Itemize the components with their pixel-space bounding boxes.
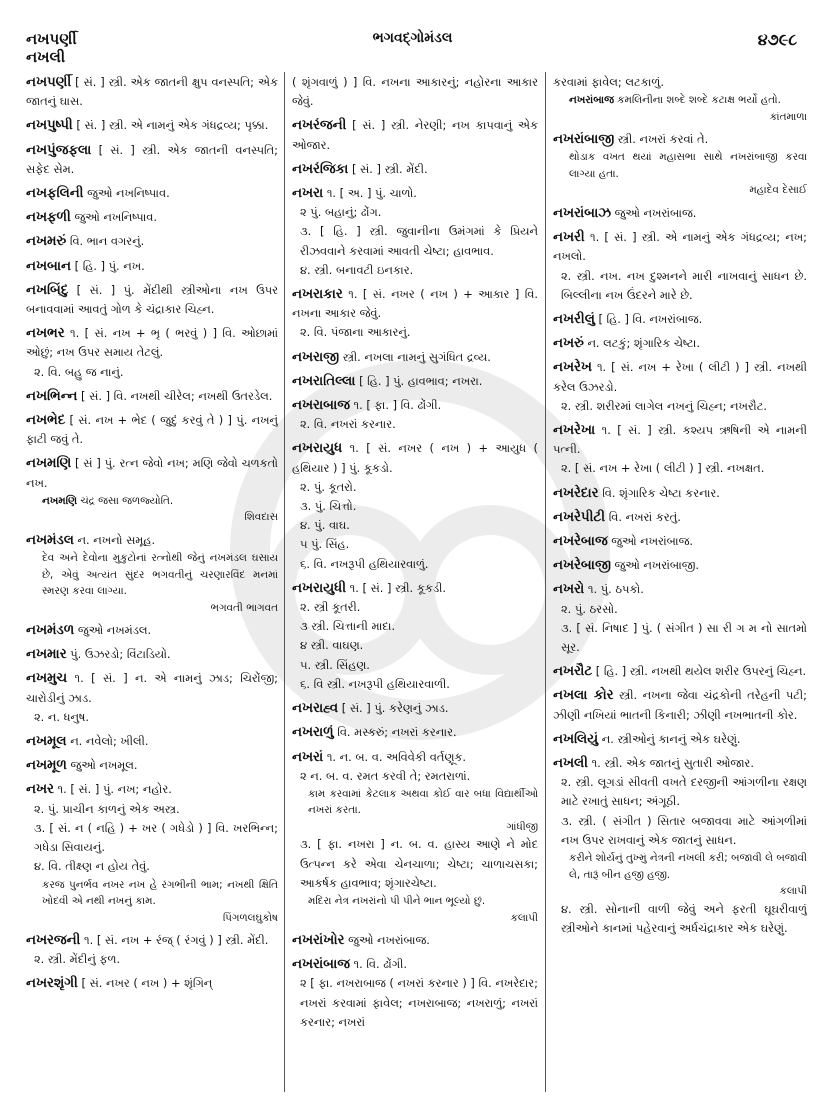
dictionary-entry [292, 160, 538, 179]
definition-text: [ સં. ] સ્ત્રી. એક જાતની વનસ્પતિ; સફેદ સેમ. [26, 142, 278, 176]
entry-definition [26, 208, 278, 227]
headword: નખમૂળ [26, 758, 67, 774]
quote-source: ભગવતી ભાગવત [210, 601, 278, 614]
definition-text: [ સં. નખ + ભેદ ( જુદું કરવું તે ) ] પું. નખનું ફાટી જવું તે. [26, 413, 278, 447]
definition-text: [ સં. નખર ( નખ ) + શૃંગિન્ [81, 976, 213, 991]
sense: ૪. પું. વાઘ. [300, 518, 350, 533]
dictionary-entry [26, 931, 278, 969]
dictionary-entry [26, 780, 278, 926]
definition-text: જુઓ નખરાંબાજ. [611, 533, 693, 548]
dictionary-entry [26, 208, 278, 227]
definition-text: [ હિ. ] પું. હાવભાવ; નખરા. [359, 373, 483, 388]
dictionary-entry [26, 73, 278, 111]
headword: નખપુષ્પી [26, 118, 73, 134]
entry-definition [26, 184, 278, 203]
headword: નખરાતિલ્લા [292, 373, 356, 389]
dictionary-entry [553, 754, 807, 938]
entry-definition [292, 955, 538, 974]
sense: ૩. સ્ત્રી. ( સંગીત ) સિતાર બજાવવા માટે આંગળીમાં નખ ઉપર રાખવાનું એક જાતનું સાધન. [561, 813, 807, 847]
definition-text: વિ. નખરાં કરતું. [608, 509, 681, 524]
definition-text: સ્ત્રી. નખના જેવા ચંદ્રકોની તરેહની પટી; ઝીણી નખિયાં ભાતની કિનારી; ઝીણી નખભાતની કોર. [553, 688, 807, 722]
quotation [292, 893, 538, 926]
definition-text: [ હિ. ] સ્ત્રી. નખથી થયેલ શરીર ઉપરનું ચિહ્ન. [595, 664, 807, 679]
entry-definition [553, 730, 807, 749]
sense: ૨. વિ. નખરાં કરનાર. [300, 417, 396, 432]
definition-text: જુઓ નખનિષ્પાવ. [74, 210, 158, 225]
dictionary-entry [26, 669, 278, 727]
entry-definition [553, 532, 807, 551]
dictionary-entry [292, 699, 538, 718]
definition-text: જુઓ નખમૂલ. [70, 758, 138, 773]
quote-text: કરીને શોર્યનું તુખ્મું નેત્રની નખલી કરી; બજાવી લે બજાવી લે, તારૂં બીન હજી હજી. [569, 852, 807, 881]
definition-text: [ સં. ] સ્ત્રી. મેંદી. [351, 161, 428, 176]
headword: નખરેખ [553, 360, 592, 376]
definition-text: [ સં. ] પું. મેંદીથી સ્ત્રીઓના નખ ઉપર બનાવવામાં આવતું ગોળ કે ચંદ્રાકાર ચિહ્ન. [26, 282, 278, 317]
quotation [26, 493, 278, 526]
sense: ૫. સ્ત્રી. સિંહણ. [300, 657, 370, 672]
definition-text: ૧. [ સં. ] ન. એ નામનું ઝાડ; ચિરોંજી; ચારોડીનું ઝાડ. [26, 671, 278, 705]
entry-definition [553, 334, 807, 353]
headword: નખરેખા [553, 422, 596, 438]
quotation [292, 786, 538, 836]
entry-definition [26, 931, 278, 950]
definition-text: ૧. [ સં. નખર ( નખ ) + આયુધ ( હથિયાર ) ] પું. કૂકડો. [292, 441, 538, 475]
headword: નખરાંબાઝ [553, 205, 611, 221]
entry-definition [292, 723, 538, 742]
definition-text: જુઓ નખરાંબાજ. [614, 205, 697, 220]
quote-text: કરજ પુનર્ભવ નખર નખ હે રંગભીની ભામ; નખથી ક્ષિતિ ખોદવી એ નથી નખનું કામ. [42, 878, 278, 907]
quote-text: ચંદ્ર જસા જળજ્યોતિ. [77, 494, 174, 507]
headword: નખબિંદુ [26, 282, 69, 298]
entry-definition [292, 372, 538, 391]
dictionary-entry [26, 387, 278, 406]
definition-text: ૧. [ સં. ] સ્ત્રી. એ નામનું એક ગંધદ્રવ્ય; નખ; નખલો. [553, 230, 807, 264]
sense: ૩. [ સં. નિષાદ ] પું. ( સંગીત ) સા રી ગ મ નો સાતમો સૂર. [561, 620, 807, 654]
headword: નખરાકાર [292, 287, 343, 303]
definition-text: ૧. [ સં. ] પું. નખ; નહોર. [57, 782, 172, 797]
quotation [26, 550, 278, 616]
sense: ૨. સ્ત્રી. નખ. નખ દુશ્મનને મારી નાખવાનું સાધન છે. બિલ્લીના નખ ઉંદરને મારે છે. [561, 268, 807, 302]
dictionary-entry [26, 974, 278, 993]
definition-text: ૧. [ સં. નખર ( નખ ) + આકાર ] વિ. નખના આકાર જેવું. [292, 287, 538, 321]
sense: ૩ સ્ત્રી. ચિત્તાની માદા. [300, 619, 396, 634]
dictionary-entry [26, 756, 278, 775]
definition-text: ૧. પું. ઠપકો. [587, 582, 644, 597]
entry-definition [26, 669, 278, 707]
headword: નખફળી [26, 210, 71, 226]
headword: નખરજની [26, 933, 81, 948]
definition-text: ન. નવેલો; ખીલી. [70, 734, 149, 749]
definition-text: [ સં. ] વિ. નખથી ચીરેલ; નખથી ઉતરડેલ. [81, 388, 273, 403]
dictionary-entry [553, 130, 807, 199]
headword: નખરશૃંગી [26, 976, 78, 992]
page-header [0, 30, 825, 66]
dictionary-entry [292, 439, 538, 573]
entry-definition [553, 310, 807, 329]
dictionary-entry [553, 73, 807, 125]
headword: નખરો [553, 582, 585, 598]
quotation [553, 92, 807, 125]
sense: ૫ પું. સિંહ. [300, 537, 350, 552]
entry-definition [553, 508, 807, 527]
dictionary-entry [553, 358, 807, 416]
sense: ૨ પું. બહાનું; ઢોંગ. [300, 205, 382, 220]
headword: નખરી [553, 230, 585, 246]
entry-definition [26, 232, 278, 251]
headword: નખમણિ [26, 456, 72, 472]
definition-text: [ સં. ] સ્ત્રી. એ નામનું એક ગંધદ્રવ્ય; પૃક્કા. [76, 118, 269, 133]
definition-text: [ સં. ] પું. કરેણનું ઝાડ. [341, 701, 449, 716]
sense: ૪. સ્ત્રી. સોનાની વાળી જેવું અને ફરતી ઘૂઘરીવાળું સ્ત્રીઓને કાનમાં પહેરવાનું અર્ધચંદ્રાકાર એક ઘરેણું. [561, 901, 807, 935]
headword: નખરાયુધ [292, 441, 343, 457]
dictionary-entry [553, 662, 807, 681]
dictionary-entry [553, 508, 807, 527]
headword: નખરાંબાજી [553, 132, 615, 148]
sense: ૨. પું. પ્રાચીન કાળનું એક અસ્ત્ર. [34, 801, 180, 816]
entry-definition [26, 141, 278, 179]
sense: ૨. વિ. બહુ જ નાનું. [34, 364, 124, 379]
headword: નખરાંબાજ [292, 957, 350, 973]
sense: ૩. [ ફા. નખરા ] ન. બ. વ. હાસ્ય આણે ને મોદ ઉત્પન્ન કરે એવા ચેનચાળા; ચેષ્ટા; ચાળાચસકા; આકર્ષક હાવભાવ; શૃંગારચેષ્ટા. [300, 837, 538, 890]
column-divider [545, 72, 546, 1092]
dictionary-entry [292, 931, 538, 950]
entry-definition [292, 285, 538, 323]
headword: નખરેદાર [553, 485, 599, 501]
dictionary-entry [292, 184, 538, 280]
entry-definition [292, 748, 538, 767]
definition-text: ( શૃંગવાળું ) ] વિ. નખના આકારનું; નહોરના આકાર જેવું. [292, 75, 538, 109]
entry-definition [292, 160, 538, 179]
quote-source: ગાંધીજી [506, 820, 538, 833]
sense: ૩. [ સં. ન ( નહિ ) + ખર ( ગધેડો ) ] વિ. ખરભિન્ન; ગધેડા સિવાયનું. [34, 820, 278, 855]
quotation [26, 877, 278, 927]
headword: નખરાબાજ [292, 398, 350, 414]
dictionary-entry [553, 228, 807, 305]
dictionary-entry [26, 531, 278, 616]
entry-definition [292, 184, 538, 203]
sense: ૪. વિ. તીક્ષ્ણ ન હોય તેવું. [34, 859, 150, 874]
quote-text: દેવ અને દેવોના મુકુટોનાં રત્નોથી જેનું નખમંડલ ઘસાય છે, એવું અત્યંત સુંદર ભગવતીનું ચરણારવિંદ મનમાં સ્મરણ કરવા લાગ્યા. [42, 552, 278, 598]
dictionary-entry [292, 116, 538, 154]
headword: નખરૌટ [553, 664, 593, 680]
quote-text: થોડાક વખત થયાં મહાસભા સાથે નખરાંબાજી કરવા લાગ્યા હતા. [569, 151, 807, 180]
entry-definition [553, 421, 807, 459]
entry-definition [553, 358, 807, 396]
headword: નખરું [553, 336, 584, 352]
dictionary-entry [292, 372, 538, 391]
quote-headword: નખમણિ [42, 494, 78, 507]
definition-text: ૧. [ સં. ] સ્ત્રી. કૂકડી. [349, 580, 447, 595]
entry-definition [292, 73, 538, 111]
column-divider [284, 72, 285, 1092]
entry-definition [26, 732, 278, 751]
definition-text: કરવામાં ફાવેલ; લટકાળું. [553, 75, 664, 89]
definition-text: [ હિ. ] પું. નખ. [74, 258, 145, 273]
entry-definition [26, 73, 278, 111]
definition-text: જુઓ નખનિષ્પાવ. [87, 186, 170, 201]
definition-text: વિ. શૃંગારિક ચેષ્ટા કરનાર. [602, 485, 720, 500]
dictionary-entry [26, 232, 278, 251]
definition-text: ૧. [ સં. ] સ્ત્રી. કશ્યપ ઋષિની એ નામની પત્ની. [553, 422, 807, 457]
entry-definition [26, 645, 278, 664]
dictionary-entry [553, 532, 807, 551]
dictionary-entry [26, 141, 278, 179]
definition-text: સ્ત્રી. નખલા નામનું સુગંધિત દ્રવ્ય. [342, 349, 491, 364]
entry-definition [26, 756, 278, 775]
entry-definition [26, 974, 278, 993]
dictionary-entry [26, 257, 278, 276]
dictionary-entry [292, 748, 538, 927]
entry-definition [292, 348, 538, 367]
headword: નખલી [553, 755, 588, 771]
sense: ૨. સ્ત્રી. લૂગડાં સીવતી વખતે દરજીની આંગળીના રક્ષણ માટે રખાતું સાધન; અંગૂઠી. [561, 775, 807, 809]
entry-definition [26, 324, 278, 362]
dictionary-entry [553, 580, 807, 657]
definition-text: વિ. ભાન વગરનું. [69, 234, 145, 249]
dictionary-entry [553, 310, 807, 329]
quote-source: મહાદેવ દેસાઈ [749, 184, 807, 197]
quote-source: કલાપી [510, 911, 538, 924]
sense: ૪ સ્ત્રી. વાઘણ. [300, 638, 364, 653]
definition-text: જુઓ નખમંડલ. [77, 623, 152, 638]
definition-text: પું. ઉઝરડો; વિંટાડિયો. [70, 647, 171, 662]
headword: નખભર [26, 326, 65, 342]
definition-text: ૧. [ અ. ] પું. ચાળો. [326, 186, 417, 201]
headword: નખરાંખોર [292, 933, 345, 949]
entry-definition [553, 662, 807, 681]
definition-text: ન. નખનો સમૂહ. [77, 532, 156, 547]
entry-definition [553, 556, 807, 575]
dictionary-entry [553, 556, 807, 575]
dictionary-entry [553, 686, 807, 724]
sense: ૩. પું. ચિત્તો. [300, 499, 357, 514]
quote-text: કામ કરવામાં કેટલાક અથવા કોઈ વાર બધા વિદ્યાર્થીઓ નખરાં કરતા. [308, 787, 538, 817]
entry-definition [292, 931, 538, 950]
headword: નખર [26, 782, 54, 798]
headword: નખમંડલ [26, 532, 74, 548]
headword: નખરેપીટી [553, 509, 606, 525]
headword: નખરંજિકા [292, 161, 349, 177]
quote-text: કમલિનીના શબ્દે શબ્દે કટાક્ષ ભર્યો હતો. [613, 94, 781, 107]
headword: નખરાજી [292, 349, 340, 365]
entry-definition [26, 116, 278, 135]
entry-definition [26, 411, 278, 449]
quotation [553, 850, 807, 900]
headword: નખમંડળ [26, 623, 75, 639]
entry-definition [292, 699, 538, 718]
page-number: ૪૭૯૮ [757, 30, 797, 49]
entry-definition [553, 130, 807, 149]
dictionary-entry [553, 204, 807, 223]
entry-definition [26, 780, 278, 799]
dictionary-entry [553, 730, 807, 749]
sense: ૨. સ્ત્રી. મેંદીનું ફળ. [34, 952, 121, 967]
sense: ૩. [ હિ. ] સ્ત્રી. જુવાનીના ઉમંગમાં કે પ્રિયને રીઝવવાને કરવામાં આવતી ચેષ્ટા; હાવભાવ. [300, 224, 538, 258]
headword: નખપર્ણી [26, 75, 72, 90]
definition-text: સ્ત્રી. નખરાં કરવાં તે. [617, 132, 709, 147]
guide-word-first: નખપર્ણી [26, 30, 77, 48]
headword: નખમુચ [26, 671, 68, 687]
headword: નખપુંજફલા [26, 142, 92, 158]
headword: નખરા [292, 186, 324, 202]
column-2 [292, 73, 538, 1103]
entry-definition [26, 621, 278, 640]
definition-text: ૧. [ સં. નખ + ભૃ ( ભરવું ) ] વિ. ઓછામાં ઓછું; નખ ઉપર સમાય તેટલું. [26, 326, 278, 360]
dictionary-entry [292, 285, 538, 343]
definition-text: વિ. મસ્કરું; નખરાં કરનાર. [337, 725, 457, 740]
entry-definition [292, 116, 538, 154]
entry-definition [292, 439, 538, 477]
headword: નખભિન્ન [26, 388, 78, 404]
guide-word-last: નખલી [26, 48, 66, 66]
entry-definition [553, 484, 807, 503]
definition-text: [ સં ] પું. રત્ન જેવો નખ; મણિ જેવો ચળકતો નખ. [26, 456, 278, 490]
definition-text: [ સં. ] સ્ત્રી. નેરણી; નખ કાપવાનું એક ઓજાર. [292, 118, 538, 152]
headword: નખલા કોર [553, 688, 614, 704]
headword: નખમાર [26, 647, 67, 663]
headword: નખરાહ્વ [292, 701, 339, 717]
headword: નખરાં [292, 749, 324, 765]
headword: નખરંજની [292, 118, 347, 134]
sense: ૨. [ સં. નખ + રેખા ( લીટી ) ] સ્ત્રી. નખક્ષત. [561, 461, 765, 476]
dictionary-entry [292, 955, 538, 1032]
headword: નખમરું [26, 234, 67, 250]
headword: નખરાળું [292, 725, 334, 741]
quote-source: કલાપી [779, 885, 807, 897]
definition-text: ૧. [ સં. નખ + રેખા ( લીટી ) ] સ્ત્રી. નખથી કરેલ ઉઝરડો. [553, 360, 807, 394]
definition-text: [ સં. ] સ્ત્રી. એક જાતની ક્ષુપ વનસ્પતિ; એક જાતનું ઘાસ. [26, 75, 278, 109]
entry-definition [553, 204, 807, 223]
headword: નખમૂલ [26, 734, 67, 750]
dictionary-entry [26, 621, 278, 640]
sense: ૨. પું. કૂતરો. [300, 479, 357, 494]
entry-definition [26, 454, 278, 492]
sense: ૪. સ્ત્રી. બનાવટી ઇનકાર. [300, 262, 414, 277]
sense: ૬. વિ સ્ત્રી. નખરૂપી હથિયારવાળી. [300, 676, 450, 691]
quotation [553, 149, 807, 199]
entry-definition [26, 257, 278, 276]
sense: ૨. સ્ત્રી કૂતરી. [300, 600, 361, 615]
headword: નખરાયુધી [292, 580, 347, 596]
sense: ૬. વિ. નખરૂપી હથિયારવાળું. [300, 556, 429, 571]
definition-text: ૧. સ્ત્રી. એક જાતનું સુતારી ઓજાર. [591, 755, 754, 770]
entry-definition [553, 686, 807, 724]
dictionary-entry [26, 645, 278, 664]
definition-text: ૧. [ ફા. ] વિ. ઢોંગી. [353, 398, 442, 413]
sense: ૨. પું. ઠરસો. [561, 601, 618, 616]
definition-text: ૧. [ સં. નખ + રંજ્ ( રંગવું ) ] સ્ત્રી. મેંદી. [84, 933, 269, 947]
dictionary-entry [553, 484, 807, 503]
definition-text: ન. સ્ત્રીઓનું કાનનું એક ઘરેણું. [601, 731, 741, 746]
definition-text: જુઓ નખરાંબાજ. [348, 933, 430, 948]
entry-definition [26, 387, 278, 406]
quote-text: મદિરા નેત્ર નખરાંનો પી પીને ભાન ભૂલ્યો છું. [308, 895, 486, 908]
quote-source: પિંગળલઘુકોષ [222, 911, 278, 924]
definition-text: ૧. વિ. ઢોંગી. [353, 957, 407, 972]
definition-text: ન. લટકું; શૃંગારિક ચેષ્ટા. [587, 336, 700, 351]
dictionary-entry [26, 184, 278, 203]
column-3 [553, 73, 807, 1103]
definition-text: જુઓ નખરાંબાજી. [614, 558, 699, 573]
sense: ૨ [ ફા. નખરાબાજ ( નખરાં કરનાર ) ] વિ. નખરેદાર; નખરાં કરવામાં ફાવેલ; નખરાબાજ; નખરાળું; નખરાં કરનાર; નખરાં [300, 976, 538, 1029]
entry-definition [26, 281, 278, 319]
column-1 [26, 73, 278, 1103]
sense: ૨. ન. ધનુષ. [34, 709, 89, 724]
dictionary-entry [26, 454, 278, 525]
sense: ૨. સ્ત્રી. શરીરમાં લાગેલ નખનું ચિહ્ન; નખરૌટ. [561, 398, 767, 413]
dictionary-entry [292, 723, 538, 742]
entry-definition [26, 531, 278, 550]
entry-definition [553, 580, 807, 599]
definition-text: [ હિ. ] વિ. નખરાંબાજ. [598, 311, 703, 326]
dictionary-entry [292, 579, 538, 694]
headword: નખબાન [26, 258, 71, 274]
headword: નખભેદ [26, 413, 66, 429]
book-title: ભગવદ્ગોમંડલ [372, 30, 453, 46]
dictionary-entry [292, 348, 538, 367]
quote-source: કાંતમાળા [769, 110, 807, 123]
entry-definition [553, 228, 807, 266]
headword: નખરેબાજ [553, 533, 608, 549]
quote-headword: નખરાંબાજ [569, 94, 614, 107]
entry-definition [292, 396, 538, 415]
dictionary-entry [26, 732, 278, 751]
quote-source: શિવદાસ [244, 511, 278, 524]
headword: નખફલિની [26, 186, 84, 202]
definition-text: ૧. ન. બ. વ. અવિવેકી વર્તણૂક. [326, 749, 467, 764]
dictionary-entry [26, 281, 278, 319]
entry-definition [292, 579, 538, 598]
dictionary-entry [26, 411, 278, 449]
sense: ૨ ન. બ. વ. રમત કરવી તે; રમતરાળાં. [300, 768, 471, 783]
dictionary-entry [26, 324, 278, 382]
dictionary-entry [553, 334, 807, 353]
headword: નખલિયું [553, 731, 599, 747]
entry-definition [553, 73, 807, 92]
entry-definition [553, 754, 807, 773]
dictionary-entry [292, 73, 538, 111]
dictionary-entry [26, 116, 278, 135]
headword: નખરીલું [553, 311, 595, 327]
headword: નખરેબાજી [553, 558, 611, 574]
dictionary-entry [553, 421, 807, 479]
dictionary-entry [292, 396, 538, 434]
sense: ૨. વિ. પંજાના આકારનું. [300, 325, 411, 340]
